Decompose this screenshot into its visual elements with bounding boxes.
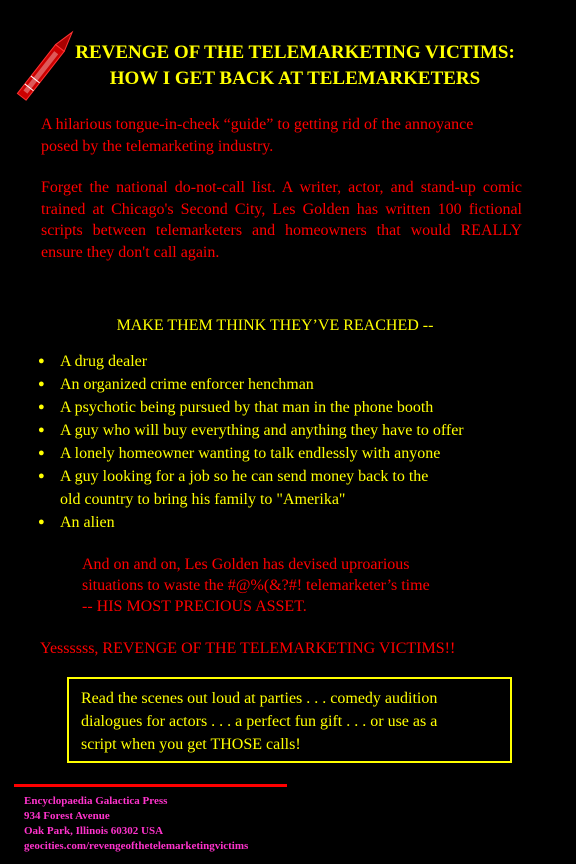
closing-paragraph [82,554,522,617]
publisher-name: Encyclopaedia Galactica Press [24,795,168,807]
bullet-icon: ● [38,378,45,390]
bullet-icon: ● [38,470,45,482]
intro-paragraph: A hilarious tongue-in-cheek “guide” to getting rid of the annoyance posed by the telemarketing industry. [41,116,474,155]
publisher-website: geocities.com/revengeofthetelemarketingvictims [24,840,249,852]
promo-line-3: script when you get THOSE calls! [81,736,301,753]
list-heading: MAKE THEM THINK THEY’VE REACHED -- [116,317,434,334]
tagline: Yessssss, REVENGE OF THE TELEMARKETING VICTIMS!! [40,640,456,657]
publisher-city: Oak Park, Illinois 60302 USA [24,825,164,837]
list-item: ● A psychotic being pursued by that man in the phone booth [38,396,548,419]
page-title [30,40,560,92]
list-item: ● An alien [38,511,548,534]
divider [14,784,287,787]
promo-box [67,677,512,763]
bullet-icon: ● [38,424,45,436]
bullet-icon: ● [38,355,45,367]
description-paragraph: Forget the national do-not-call list. A writer, actor, and stand-up comic trained at Chicago's Second City, Les Golden has written 100 fictional scripts between telemarketers and homeowners that would REALLY ensure they don't call again. [41,179,522,261]
closing-line-2: situations to waste the #@%(&?#! telemarketer’s time [82,577,430,594]
bullet-icon: ● [38,401,45,413]
publisher-street: 934 Forest Avenue [24,810,110,822]
title-line-1: REVENGE OF THE TELEMARKETING VICTIMS: [75,42,515,63]
list-item: ● A drug dealer [38,350,548,373]
title-line-2: HOW I GET BACK AT TELEMARKETERS [109,68,481,89]
closing-line-1: And on and on, Les Golden has devised uproarious [82,556,410,573]
bullet-icon: ● [38,447,45,459]
publisher-info [24,794,248,854]
list-item: ● A lonely homeowner wanting to talk endlessly with anyone [38,442,548,465]
list-item: ● A guy who will buy everything and anything they have to offer [38,419,548,442]
promo-line-1: Read the scenes out loud at parties . . . comedy audition [81,690,438,707]
closing-line-3: -- HIS MOST PRECIOUS ASSET. [82,598,307,615]
list-item: ● A guy looking for a job so he can send money back to the old country to bring his family to "Amerika" [38,465,548,511]
bullet-icon: ● [38,516,45,528]
reached-list [38,350,548,534]
promo-line-2: dialogues for actors . . . a perfect fun gift . . . or use as a [81,713,438,730]
list-item: ● An organized crime enforcer henchman [38,373,548,396]
